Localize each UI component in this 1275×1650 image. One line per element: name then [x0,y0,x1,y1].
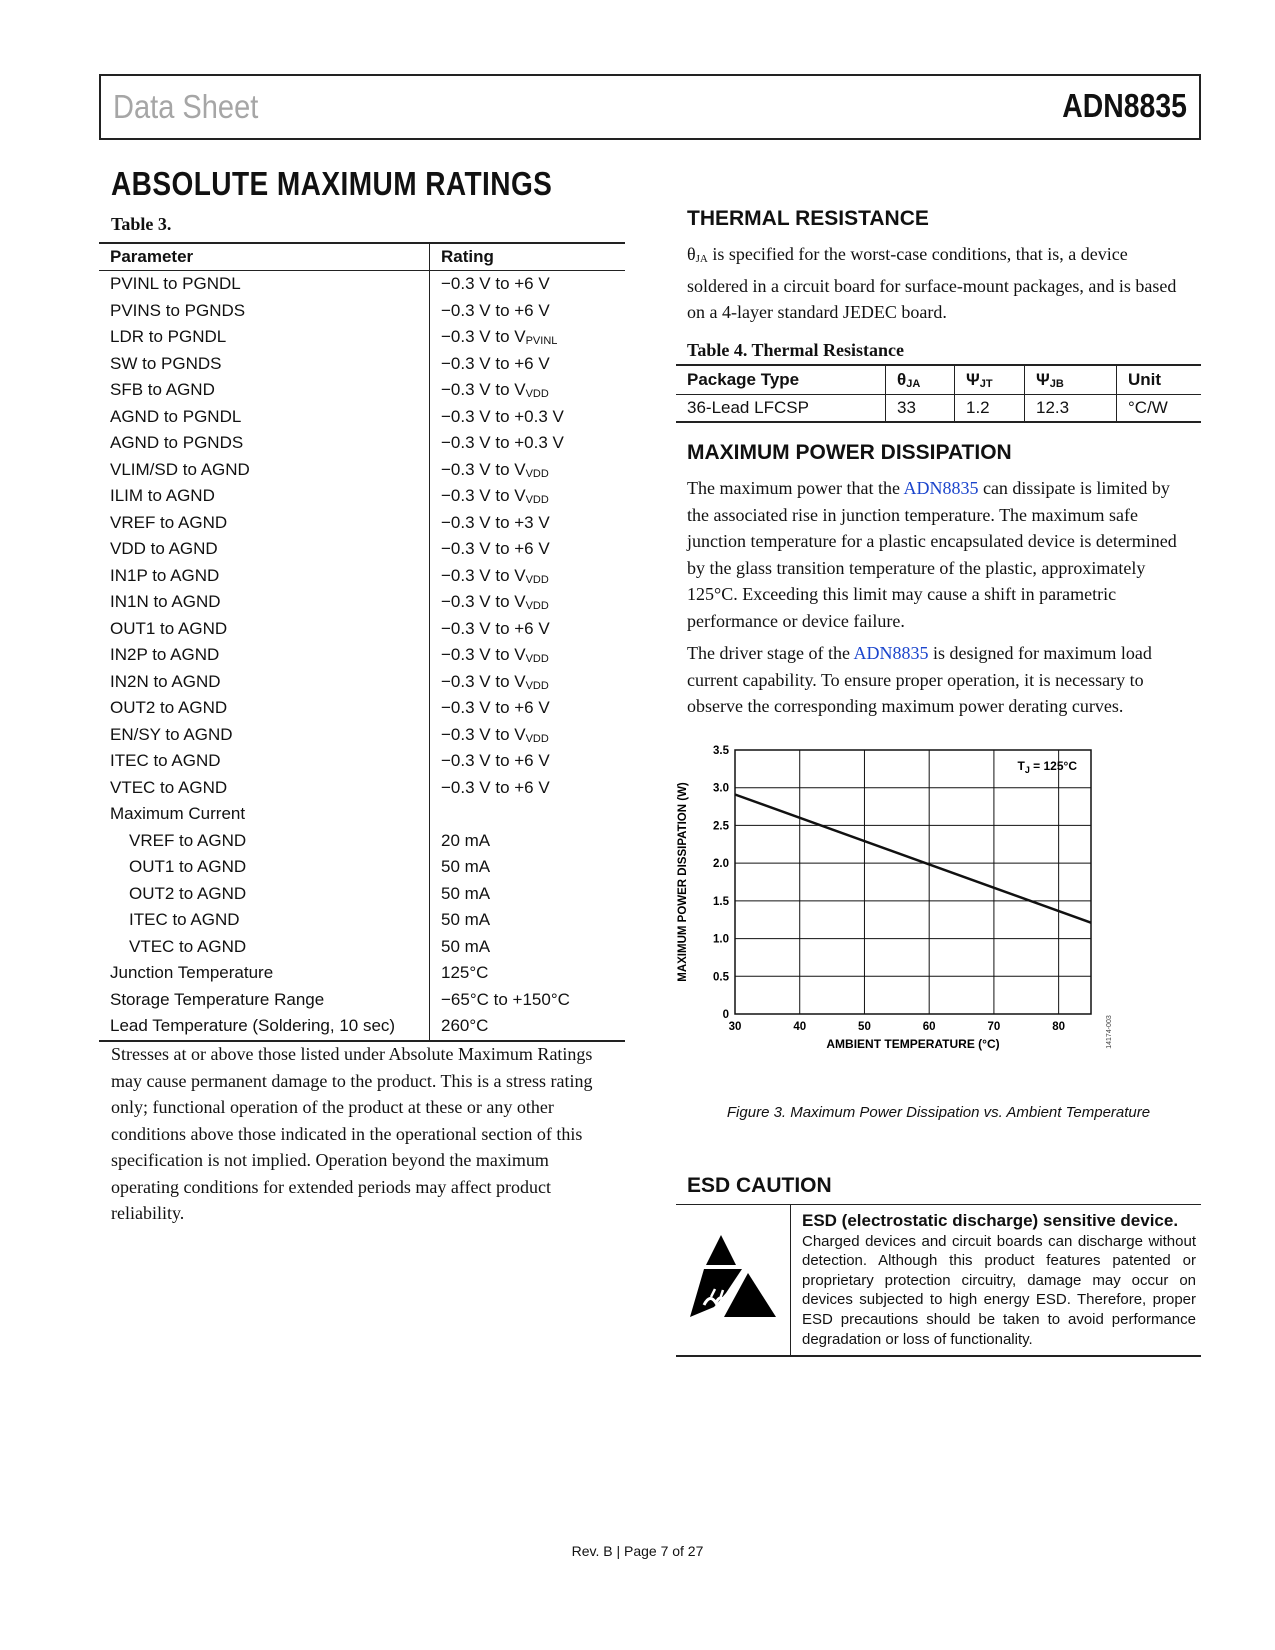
ratings-header-parameter: Parameter [99,243,430,271]
thermal-header-psi-jt: $\Psi_{JT}$ [955,365,1025,395]
rating-cell: −0.3 V to $V_{VDD}$ [441,724,549,745]
thermal-cell-package: 36-Lead LFCSP [676,395,886,423]
rating-cell: 20 mA [441,830,491,850]
thermal-cell-theta-ja: 33 [886,395,955,423]
parameter-cell: ITEC to AGND [99,748,430,775]
parameter-cell: PVINL to PGNDL [99,271,430,298]
thermal-table [676,364,1201,423]
thermal-header-package: Package Type [676,365,886,395]
theta-subscript: JA [695,253,708,265]
table-row [99,828,625,855]
parameter-cell: OUT1 to AGND [99,854,430,881]
table-row [99,351,625,378]
chart-y-ticks [713,745,730,1021]
esd-icon-cell [676,1205,791,1355]
table-row [99,298,625,325]
adn8835-link-1[interactable]: ADN8835 [903,478,979,498]
theta-symbol: θ [687,244,696,264]
rating-cell: −65°C to +150°C [441,989,570,1009]
parameter-cell: IN1P to AGND [99,563,430,590]
rating-cell: 50 mA [441,883,491,903]
chart-y-tick-label: 0.5 [713,971,729,984]
thermal-cell-unit: °C/W [1117,395,1202,423]
esd-bold-line: ESD (electrostatic discharge) sensitive device. [802,1211,1179,1230]
table-row [99,695,625,722]
chart-x-tick-label: 30 [728,1021,742,1033]
parameter-cell: VDD to AGND [99,536,430,563]
chart-y-tick-label: 0 [722,1009,729,1021]
table-row [99,404,625,431]
rating-cell: −0.3 V to +6 V [441,353,550,373]
chart-series-line [735,795,1091,923]
ratings-header-rating: Rating [430,243,626,271]
rating-cell: 260°C [430,1013,626,1041]
power-paragraph-1: The maximum power that the ADN8835 can dissipate is limited by the associated rise in junction temperature. The maximum safe junction temperature for a plastic encapsulated device is determined by the glass transition temperature of the plastic, approximately 125°C. Exceeding this limit may cause a shift in parametric performance or device failure. [687,478,1177,631]
ratings-table [99,242,625,1042]
section-title: ABSOLUTE MAXIMUM RATINGS [111,165,553,202]
parameter-cell: PVINS to PGNDS [99,298,430,325]
esd-text [802,1211,1196,1349]
header-part-number: ADN8835 [1062,87,1187,124]
chart-y-tick-label: 3.0 [713,782,729,795]
adn8835-link-2[interactable]: ADN8835 [853,643,929,663]
header-doc-type: Data Sheet [113,88,259,125]
esd-body: Charged devices and circuit boards can discharge without detection. Although this product features patented or proprietary protection circuitry, damage may occur on devices subjected to high energy ESD. Therefore, proper ESD precautions should be taken to avoid performance degradation or loss of functionality. [802,1232,1196,1348]
thermal-text: is specified for the worst-case conditions, that is, a device soldered in a circuit board for surface-mount packages, and is based on a 4-layer standard JEDEC board. [687,244,1177,322]
rating-cell: −0.3 V to +6 V [441,618,550,638]
ratings-body [99,271,625,1041]
thermal-header-unit: Unit [1117,365,1202,395]
thermal-header-theta-ja: $\theta_{JA}$ [886,365,955,395]
thermal-paragraph [687,241,1192,326]
table-row [99,881,625,908]
rating-cell: −0.3 V to $V_{VDD}$ [441,486,549,507]
chart-plot-frame [735,750,1091,1014]
parameter-cell: Lead Temperature (Soldering, 10 sec) [99,1013,430,1041]
rating-cell: −0.3 V to +6 V [441,777,550,797]
thermal-cell-psi-jt: 1.2 [955,395,1025,423]
page-footer: Rev. B | Page 7 of 27 [571,1543,704,1559]
thermal-header-psi-jb: $\Psi_{JB}$ [1025,365,1117,395]
rating-cell: −0.3 V to $V_{VDD}$ [441,592,549,613]
table-row [99,430,625,457]
chart-y-tick-label: 1.5 [713,895,729,908]
table-row [99,324,625,351]
parameter-cell: Junction Temperature [99,960,430,987]
table-row [99,722,625,749]
chart-y-tick-label: 1.0 [713,933,729,946]
rating-cell: −0.3 V to +6 V [441,274,550,294]
rating-cell: −0.3 V to +0.3 V [441,433,564,453]
chart-x-tick-label: 40 [793,1021,807,1033]
chart-y-axis-label: MAXIMUM POWER DISSIPATION (W) [677,782,689,982]
parameter-cell: Storage Temperature Range [99,987,430,1014]
thermal-header-row [676,365,1201,395]
thermal-heading: THERMAL RESISTANCE [687,207,929,230]
parameter-cell: IN2P to AGND [99,642,430,669]
table-row [99,987,625,1014]
esd-warning-icon [676,1205,790,1355]
esd-caution-box [676,1204,1201,1357]
rating-cell: −0.3 V to +6 V [441,539,550,559]
power-heading: MAXIMUM POWER DISSIPATION [687,441,1012,464]
table-row [99,536,625,563]
rating-cell: −0.3 V to +6 V [441,698,550,718]
parameter-cell: VREF to AGND [99,510,430,537]
table-row [99,510,625,537]
rating-cell: −0.3 V to $V_{PVINL}$ [441,327,558,348]
ratings-header-row [99,243,625,271]
table-row [99,589,625,616]
rating-cell: −0.3 V to +3 V [441,512,550,532]
chart-x-tick-label: 70 [987,1021,1001,1033]
figure-caption: Figure 3. Maximum Power Dissipation vs. Ambient Temperature [726,1104,1151,1121]
chart-annotation-tj: $T_J = 125^\circ C$ [1017,759,1077,775]
table-row [99,457,625,484]
chart-x-axis-label: AMBIENT TEMPERATURE (°C) [826,1037,1000,1051]
power-paragraph-2: The driver stage of the ADN8835 is designed for maximum load current capability. To ensure proper operation, it is necessary to observe the corresponding maximum power derating curves. [687,643,1152,716]
chart-x-tick-label: 50 [858,1021,871,1033]
thermal-data-row [676,395,1201,423]
table-row [99,907,625,934]
table-row [99,748,625,775]
parameter-cell: Maximum Current [99,801,430,828]
parameter-cell: SW to PGNDS [99,351,430,378]
rating-cell: 50 mA [441,910,491,930]
table-row [99,960,625,987]
rating-cell: 50 mA [441,857,491,877]
table4-caption: Table 4. Thermal Resistance [687,340,905,360]
parameter-cell: OUT1 to AGND [99,616,430,643]
parameter-cell: AGND to PGNDS [99,430,430,457]
chart-y-tick-label: 2.5 [713,820,729,833]
rating-cell: −0.3 V to $V_{VDD}$ [441,565,549,586]
rating-cell [430,801,626,828]
parameter-cell: VTEC to AGND [99,775,430,802]
parameter-cell: SFB to AGND [99,377,430,404]
table-row [99,271,625,298]
chart-x-tick-label: 60 [922,1021,936,1033]
chart-figure-id: 14174-003 [1106,1015,1113,1049]
parameter-cell: OUT2 to AGND [99,881,430,908]
parameter-cell: LDR to PGNDL [99,324,430,351]
table-row [99,616,625,643]
table-row [99,563,625,590]
parameter-cell: IN1N to AGND [99,589,430,616]
rating-cell: 125°C [441,963,489,983]
table3-caption: Table 3. [111,214,172,234]
thermal-cell-psi-jb: 12.3 [1025,395,1117,423]
chart-x-tick-label: 80 [1052,1021,1066,1033]
chart-x-ticks [729,1021,1065,1033]
table-row [99,1013,625,1041]
table-row [99,801,625,828]
rating-cell: −0.3 V to +0.3 V [441,406,564,426]
table-row [99,483,625,510]
parameter-cell: ITEC to AGND [99,907,430,934]
table-row [99,934,625,961]
rating-cell: −0.3 V to $V_{VDD}$ [441,645,549,666]
page-header [99,74,1201,140]
table-row [99,775,625,802]
rating-cell: −0.3 V to +6 V [441,751,550,771]
table-row [99,642,625,669]
chart-y-tick-label: 3.5 [713,745,729,757]
rating-cell: −0.3 V to +6 V [441,300,550,320]
table-row [99,377,625,404]
parameter-cell: VREF to AGND [99,828,430,855]
stress-paragraph: Stresses at or above those listed under Absolute Maximum Ratings may cause permanent damage to the product. This is a stress rating only; functional operation of the product at these or any other conditions above those indicated in the operational section of this specification is not implied. Operation beyond the maximum operating conditions for extended periods may affect product reliability. [111,1044,593,1223]
parameter-cell: VTEC to AGND [99,934,430,961]
parameter-cell: AGND to PGNDL [99,404,430,431]
chart-grid [735,750,1091,1014]
esd-heading: ESD CAUTION [687,1174,832,1197]
table-row [99,669,625,696]
chart-y-tick-label: 2.0 [713,858,729,871]
chart-series-layer [735,795,1091,923]
parameter-cell: VLIM/SD to AGND [99,457,430,484]
power-dissipation-chart [677,745,1180,1095]
rating-cell: −0.3 V to $V_{VDD}$ [441,671,549,692]
parameter-cell: OUT2 to AGND [99,695,430,722]
rating-cell: 50 mA [441,936,491,956]
rating-cell: −0.3 V to $V_{VDD}$ [441,459,549,480]
parameter-cell: ILIM to AGND [99,483,430,510]
parameter-cell: IN2N to AGND [99,669,430,696]
parameter-cell: EN/SY to AGND [99,722,430,749]
rating-cell: −0.3 V to $V_{VDD}$ [441,380,549,401]
table-row [99,854,625,881]
